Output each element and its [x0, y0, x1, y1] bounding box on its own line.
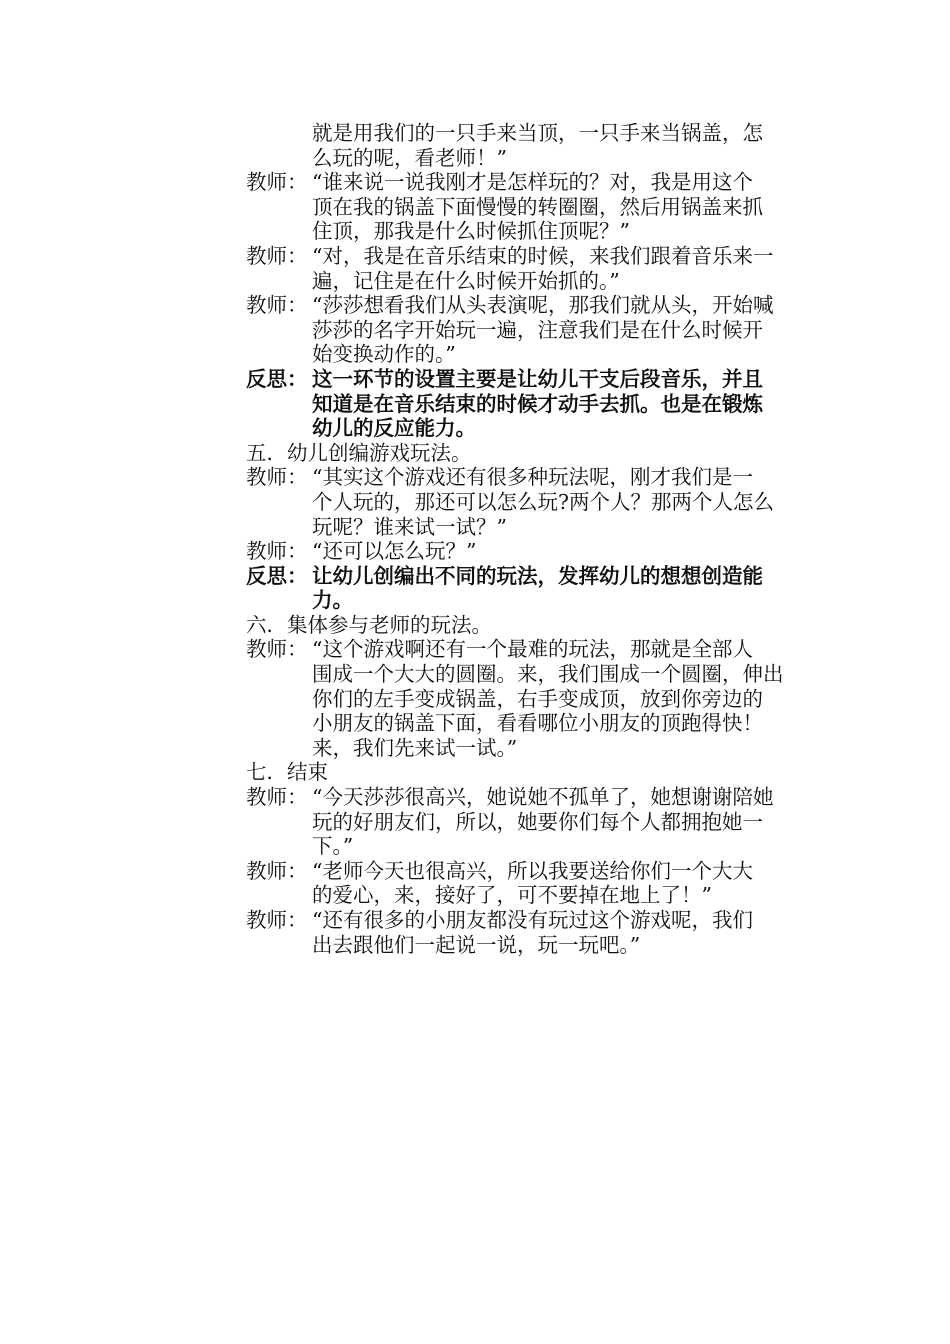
text-line: “谁来说一说我刚才是怎样玩的？对，我是用这个: [312, 170, 753, 195]
text-line: 你们的左手变成锅盖，右手变成顶，放到你旁边的: [312, 686, 763, 711]
speaker-label: 教师：: [246, 170, 308, 195]
speaker-label: 教师：: [246, 465, 308, 490]
text-line: 出去跟他们一起说一说，玩一玩吧。”: [312, 932, 641, 957]
teacher-dialogue: [246, 637, 811, 760]
text-line: 住顶，那我是什么时候抓住顶呢？”: [312, 219, 630, 244]
text-line: 顶在我的锅盖下面慢慢的转圈圈，然后用锅盖来抓: [312, 194, 763, 219]
speaker-label: 教师：: [246, 858, 308, 883]
teacher-dialogue: [246, 244, 811, 293]
text-line: 的爱心，来，接好了，可不要掉在地上了！”: [312, 883, 712, 908]
document-body: [246, 121, 811, 957]
text-line: 来，我们先来试一试。”: [312, 735, 518, 760]
text-line: “还可以怎么玩？”: [312, 539, 477, 564]
text-line: 下。”: [312, 834, 354, 859]
teacher-dialogue: [246, 465, 811, 539]
teacher-dialogue: [246, 908, 811, 957]
text-line: 始变换动作的。”: [312, 342, 456, 367]
reflection-label: 反思：: [246, 563, 308, 588]
text-line: “今天莎莎很高兴，她说她不孤单了，她想谢谢陪她: [312, 785, 774, 810]
continuation-paragraph: [246, 121, 811, 170]
teacher-dialogue: [246, 785, 811, 859]
speaker-label: 教师：: [246, 908, 308, 932]
text-line: “这个游戏啊还有一个最难的玩法，那就是全部人: [312, 637, 753, 662]
text-line: 这一环节的设置主要是让幼儿干支后段音乐，并且: [312, 366, 763, 391]
reflection-paragraph: [246, 367, 811, 441]
speaker-label: 教师：: [246, 785, 308, 810]
text-line: 小朋友的锅盖下面，看看哪位小朋友的顶跑得快！: [312, 711, 763, 736]
reflection-label: 反思：: [246, 366, 308, 391]
teacher-dialogue: [246, 170, 811, 244]
text-line: 莎莎的名字开始玩一遍，注意我们是在什么时候开: [312, 317, 763, 342]
text-line: 让幼儿创编出不同的玩法，发挥幼儿的想想创造能: [312, 563, 763, 588]
teacher-dialogue: [246, 293, 811, 367]
text-line: 么玩的呢，看老师！”: [312, 145, 507, 170]
text-line: 个人玩的，那还可以怎么玩?两个人？那两个人怎么: [312, 489, 774, 514]
text-line: 玩的好朋友们，所以，她要你们每个人都拥抱她一: [312, 809, 763, 834]
speaker-label: 教师：: [246, 243, 308, 268]
text-line: 知道是在音乐结束的时候才动手去抓。也是在锻炼: [312, 391, 763, 416]
speaker-label: 教师：: [246, 293, 308, 318]
text-line: “对，我是在音乐结束的时候，来我们跟着音乐来一: [312, 243, 774, 268]
speaker-label: 教师：: [246, 637, 308, 662]
text-line: 就是用我们的一只手来当顶，一只手来当锅盖，怎: [312, 121, 763, 145]
text-line: 围成一个大大的圆圈。来，我们围成一个圆圈，伸出: [312, 662, 784, 687]
teacher-dialogue: [246, 859, 811, 908]
section-heading: 七．结束: [246, 760, 328, 785]
text-line: “老师今天也很高兴，所以我要送给你们一个大大: [312, 858, 753, 883]
text-line: “还有很多的小朋友都没有玩过这个游戏呢，我们: [312, 908, 753, 932]
text-line: 幼儿的反应能力。: [312, 416, 476, 441]
speaker-label: 教师：: [246, 539, 308, 564]
text-line: “莎莎想看我们从头表演呢，那我们就从头，开始喊: [312, 293, 774, 318]
section-heading: 五．幼儿创编游戏玩法。: [246, 440, 472, 465]
text-line: 玩呢？谁来试一试？”: [312, 514, 507, 539]
reflection-paragraph: [246, 564, 811, 613]
teacher-dialogue: [246, 539, 811, 564]
text-line: “其实这个游戏还有很多种玩法呢，刚才我们是一: [312, 465, 753, 490]
section-heading: 六．集体参与老师的玩法。: [246, 612, 492, 637]
text-line: 力。: [312, 588, 353, 613]
text-line: 遍，记住是在什么时候开始抓的。”: [312, 268, 620, 293]
